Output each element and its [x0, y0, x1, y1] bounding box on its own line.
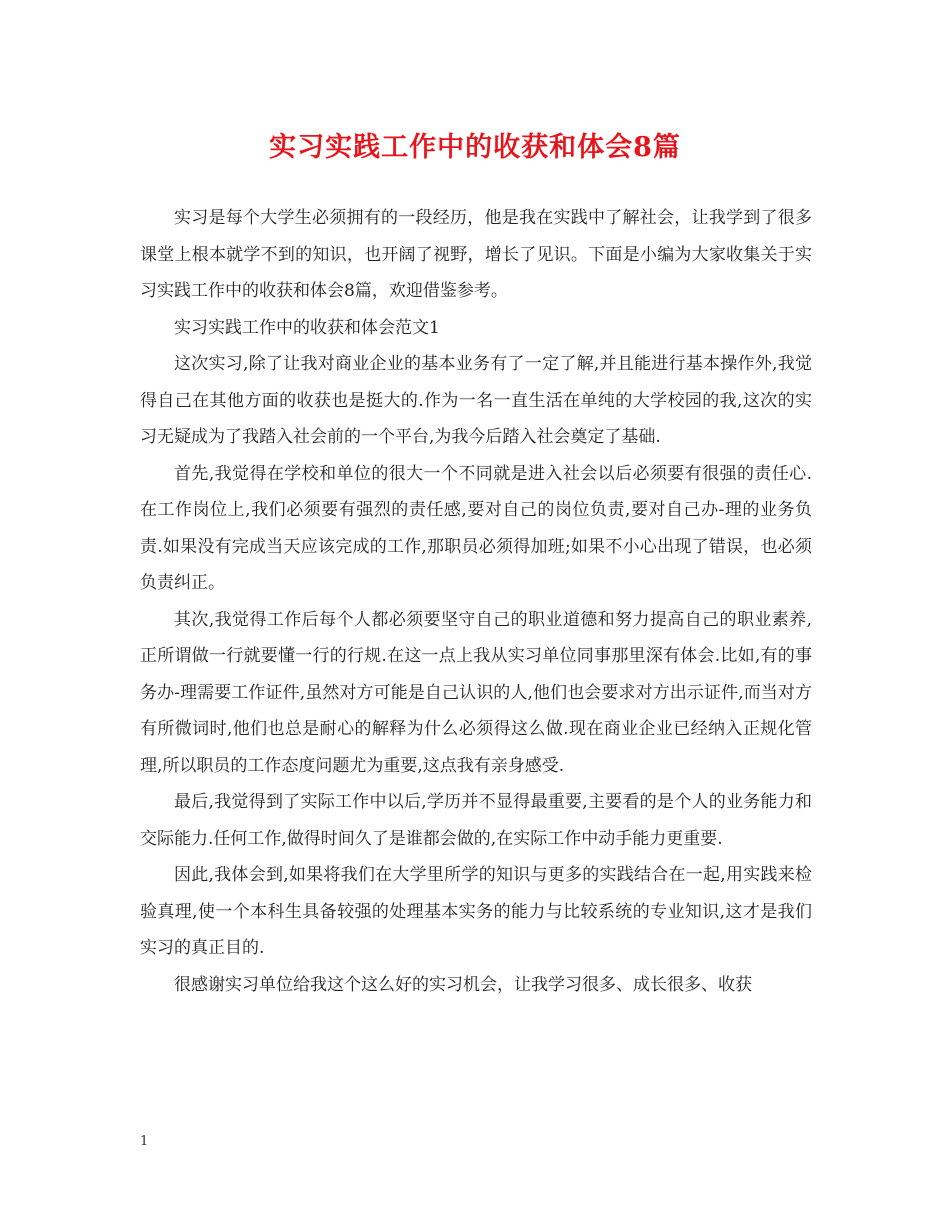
paragraph: 首先,我觉得在学校和单位的很大一个不同就是进入社会以后必须要有很强的责任心.在工作岗位上,我们必须要有强烈的责任感,要对自己的岗位负责,要对自己办-理的业务负责.如果没有完成当天应该完成的工作,那职员必须得加班;如果不小心出现了错误，也必须负责纠正。 [140, 463, 812, 593]
paragraph-intro: 实习是每个大学生必须拥有的一段经历，他是我在实践中了解社会，让我学到了很多课堂上根本就学不到的知识，也开阔了视野，增长了见识。下面是小编为大家收集关于实习实践工作中的收获和体会8篇，欢迎借鉴参考。 [140, 208, 812, 301]
document-title: 实习实践工作中的收获和体会8篇 [269, 132, 681, 163]
paragraph: 其次,我觉得工作后每个人都必须要坚守自己的职业道德和努力提高自己的职业素养,正所谓做一行就要懂一行的行规.在这一点上我从实习单位同事那里深有体会.比如,有的事务办-理需要工作证件,虽然对方可能是自己认识的人,他们也会要求对方出示证件,而当对方有所微词时,他们也总是耐心的解释为什么必须得这么做.现在商业企业已经纳入正规化管理,所以职员的工作态度问题尤为重要,这点我有亲身感受. [140, 609, 812, 776]
section-heading: 实习实践工作中的收获和体会范文1 [174, 317, 440, 338]
paragraph: 因此,我体会到,如果将我们在大学里所学的知识与更多的实践结合在一起,用实践来检验真理,使一个本科生具备较强的处理基本实务的能力与比较系统的专业知识,这才是我们实习的真正目的. [140, 865, 812, 958]
paragraph: 这次实习,除了让我对商业企业的基本业务有了一定了解,并且能进行基本操作外,我觉得自己在其他方面的收获也是挺大的.作为一名一直生活在单纯的大学校园的我,这次的实习无疑成为了我踏入社会前的一个平台,为我今后踏入社会奠定了基础. [140, 354, 812, 447]
page-number: 1 [140, 1134, 149, 1149]
document-body [140, 200, 812, 1003]
paragraph: 很感谢实习单位给我这个这么好的实习机会，让我学习很多、成长很多、收获 [174, 974, 752, 995]
paragraph: 最后,我觉得到了实际工作中以后,学历并不显得最重要,主要看的是个人的业务能力和交际能力.任何工作,做得时间久了是谁都会做的,在实际工作中动手能力更重要. [140, 792, 812, 849]
